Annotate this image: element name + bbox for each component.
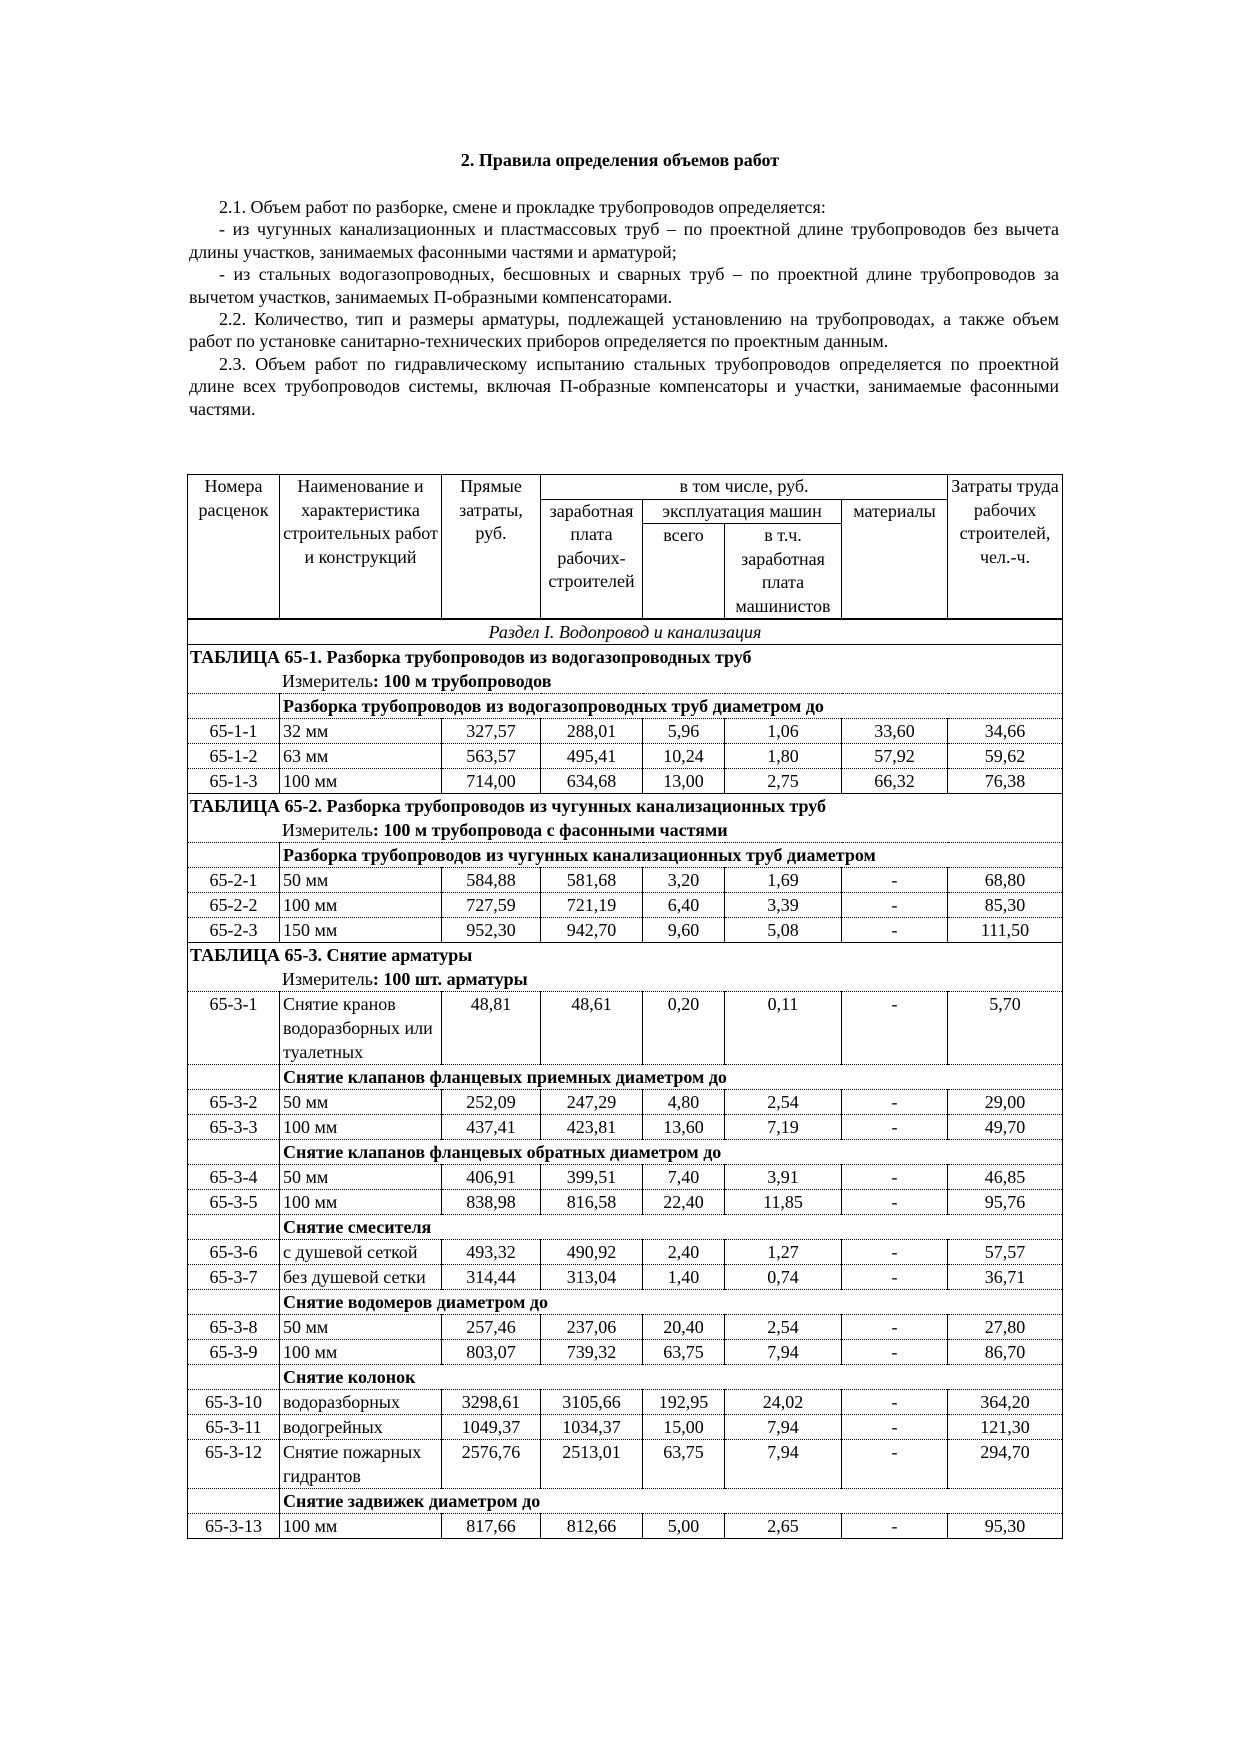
cell-wages: 288,01 (541, 719, 643, 744)
cell-materials: - (842, 1190, 948, 1215)
subhead-spacer (188, 1215, 280, 1240)
cell-machines: 2,40 (643, 1240, 725, 1265)
cell-materials: - (842, 1165, 948, 1190)
cell-name: водогрейных (280, 1415, 442, 1440)
cell-machines-wages: 3,91 (725, 1165, 842, 1190)
cell-machines-wages: 24,02 (725, 1390, 842, 1415)
subhead-row (188, 1290, 1063, 1315)
cell-wages: 816,58 (541, 1190, 643, 1215)
cell-machines: 5,96 (643, 719, 725, 744)
cell-machines-wages: 2,54 (725, 1090, 842, 1115)
cell-direct: 838,98 (442, 1190, 541, 1215)
cell-direct: 3298,61 (442, 1390, 541, 1415)
cell-code: 65-1-2 (188, 744, 280, 769)
cell-machines-wages: 7,94 (725, 1440, 842, 1489)
table-row (188, 719, 1063, 744)
table-row (188, 868, 1063, 893)
cell-wages: 3105,66 (541, 1390, 643, 1415)
table-row (188, 1440, 1063, 1489)
cell-labor: 68,80 (948, 868, 1063, 893)
rates-table (187, 474, 1063, 1539)
table-row (188, 1340, 1063, 1365)
cell-direct: 952,30 (442, 918, 541, 943)
cell-name: 100 мм (280, 893, 442, 918)
cell-machines: 6,40 (643, 893, 725, 918)
cell-wages: 721,19 (541, 893, 643, 918)
table-row (188, 1240, 1063, 1265)
cell-code: 65-3-1 (188, 992, 280, 1065)
subhead: Снятие задвижек диаметром до (280, 1489, 1063, 1514)
cell-direct: 406,91 (442, 1165, 541, 1190)
section-title: Раздел I. Водопровод и канализация (188, 619, 1063, 645)
cell-direct: 803,07 (442, 1340, 541, 1365)
cell-machines-wages: 5,08 (725, 918, 842, 943)
cell-direct: 437,41 (442, 1115, 541, 1140)
cell-machines-wages: 1,06 (725, 719, 842, 744)
cell-materials: - (842, 1340, 948, 1365)
cell-direct: 1049,37 (442, 1415, 541, 1440)
cell-wages: 634,68 (541, 769, 643, 794)
cell-name: 50 мм (280, 1315, 442, 1340)
table-row (188, 1390, 1063, 1415)
cell-wages: 48,61 (541, 992, 643, 1065)
paragraph: 2.1. Объем работ по разборке, смене и прокладке трубопроводов определяется: (219, 197, 826, 217)
cell-machines: 192,95 (643, 1390, 725, 1415)
table-title: ТАБЛИЦА 65-3. Снятие арматуры (188, 943, 1063, 968)
cell-labor: 85,30 (948, 893, 1063, 918)
subhead-row (188, 1065, 1063, 1090)
cell-labor: 46,85 (948, 1165, 1063, 1190)
table-row (188, 769, 1063, 794)
cell-wages: 581,68 (541, 868, 643, 893)
cell-wages: 490,92 (541, 1240, 643, 1265)
table-row (188, 893, 1063, 918)
cell-wages: 942,70 (541, 918, 643, 943)
subhead: Снятие клапанов фланцевых приемных диаметром до (280, 1065, 1063, 1090)
cell-labor: 5,70 (948, 992, 1063, 1065)
cell-name: Снятие кранов водоразборных или туалетных (280, 992, 442, 1065)
cell-direct: 714,00 (442, 769, 541, 794)
cell-machines-wages: 2,65 (725, 1514, 842, 1539)
meter-value: : 100 м трубопроводов (372, 671, 552, 691)
subhead: Снятие смесителя (280, 1215, 1063, 1240)
cell-machines: 5,00 (643, 1514, 725, 1539)
cell-machines: 9,60 (643, 918, 725, 943)
subhead: Снятие клапанов фланцевых обратных диаметром до (280, 1140, 1063, 1165)
cell-labor: 86,70 (948, 1340, 1063, 1365)
cell-materials: - (842, 1240, 948, 1265)
table-row (188, 1265, 1063, 1290)
cell-direct: 48,81 (442, 992, 541, 1065)
cell-labor: 95,30 (948, 1514, 1063, 1539)
subhead: Разборка трубопроводов из чугунных канализационных труб диаметром (280, 843, 1063, 868)
cell-wages: 1034,37 (541, 1415, 643, 1440)
cell-name: Снятие пожарных гидрантов (280, 1440, 442, 1489)
meter-row (188, 669, 1063, 694)
meter (188, 669, 1063, 694)
meter-label: Измеритель (282, 671, 373, 691)
page-heading: 2. Правила определения объемов работ (460, 150, 780, 170)
cell-labor: 59,62 (948, 744, 1063, 769)
meter-label: Измеритель (282, 969, 373, 989)
subhead-row (188, 1489, 1063, 1514)
cell-direct: 817,66 (442, 1514, 541, 1539)
cell-labor: 364,20 (948, 1390, 1063, 1415)
header-labor: Затраты труда рабочих строителей, чел.-ч. (948, 475, 1063, 620)
header-machines: эксплуатация машин (643, 499, 842, 524)
cell-wages: 313,04 (541, 1265, 643, 1290)
header-including: в том числе, руб. (541, 475, 948, 500)
table-title: ТАБЛИЦА 65-2. Разборка трубопроводов из чугунных канализационных труб (188, 794, 1063, 819)
cell-machines: 13,60 (643, 1115, 725, 1140)
cell-labor: 111,50 (948, 918, 1063, 943)
cell-code: 65-3-8 (188, 1315, 280, 1340)
subhead-spacer (188, 843, 280, 868)
cell-machines: 3,20 (643, 868, 725, 893)
cell-machines: 0,20 (643, 992, 725, 1065)
cell-materials: - (842, 992, 948, 1065)
cell-materials: - (842, 1265, 948, 1290)
table-row (188, 1415, 1063, 1440)
cell-code: 65-1-1 (188, 719, 280, 744)
cell-direct: 563,57 (442, 744, 541, 769)
cell-name: 100 мм (280, 769, 442, 794)
cell-name: с душевой сеткой (280, 1240, 442, 1265)
cell-machines-wages: 7,94 (725, 1415, 842, 1440)
subhead: Снятие водомеров диаметром до (280, 1290, 1063, 1315)
cell-wages: 423,81 (541, 1115, 643, 1140)
cell-materials: 57,92 (842, 744, 948, 769)
cell-code: 65-3-13 (188, 1514, 280, 1539)
subhead-row (188, 1140, 1063, 1165)
cell-code: 65-3-3 (188, 1115, 280, 1140)
table-title: ТАБЛИЦА 65-1. Разборка трубопроводов из водогазопроводных труб (188, 645, 1063, 670)
cell-machines-wages: 2,54 (725, 1315, 842, 1340)
cell-machines: 63,75 (643, 1440, 725, 1489)
cell-code: 65-2-1 (188, 868, 280, 893)
cell-code: 65-2-2 (188, 893, 280, 918)
cell-materials: - (842, 1315, 948, 1340)
cell-materials: - (842, 918, 948, 943)
cell-name: 63 мм (280, 744, 442, 769)
cell-labor: 57,57 (948, 1240, 1063, 1265)
cell-labor: 36,71 (948, 1265, 1063, 1290)
subhead-spacer (188, 1365, 280, 1390)
cell-name: без душевой сетки (280, 1265, 442, 1290)
cell-machines: 10,24 (643, 744, 725, 769)
cell-wages: 237,06 (541, 1315, 643, 1340)
meter-row (188, 967, 1063, 992)
header-code: Номера расценок (188, 475, 280, 620)
cell-code: 65-3-11 (188, 1415, 280, 1440)
subhead-row (188, 1215, 1063, 1240)
header-machines-total: всего (643, 524, 725, 620)
cell-code: 65-3-7 (188, 1265, 280, 1290)
cell-direct: 493,32 (442, 1240, 541, 1265)
cell-code: 65-3-10 (188, 1390, 280, 1415)
cell-labor: 27,80 (948, 1315, 1063, 1340)
cell-name: 50 мм (280, 868, 442, 893)
cell-name: 32 мм (280, 719, 442, 744)
cell-name: 50 мм (280, 1090, 442, 1115)
cell-code: 65-3-12 (188, 1440, 280, 1489)
subhead-spacer (188, 1489, 280, 1514)
cell-direct: 727,59 (442, 893, 541, 918)
subhead-spacer (188, 1065, 280, 1090)
cell-machines-wages: 7,94 (725, 1340, 842, 1365)
meter-row (188, 818, 1063, 843)
cell-name: 100 мм (280, 1190, 442, 1215)
cell-name: 100 мм (280, 1340, 442, 1365)
cell-labor: 121,30 (948, 1415, 1063, 1440)
cell-name: водоразборных (280, 1390, 442, 1415)
table-body (188, 619, 1063, 1539)
subhead: Снятие колонок (280, 1365, 1063, 1390)
cell-name: 100 мм (280, 1115, 442, 1140)
cell-name: 100 мм (280, 1514, 442, 1539)
table-row (188, 1514, 1063, 1539)
table-title-row (188, 794, 1063, 819)
cell-machines: 20,40 (643, 1315, 725, 1340)
cell-materials: - (842, 1390, 948, 1415)
cell-code: 65-3-2 (188, 1090, 280, 1115)
paragraph: 2.3. Объем работ по гидравлическому испытанию стальных трубопроводов определяется по проектной длине всех трубопроводов системы, включая П-образные компенсаторы и участки, занимаемые фасонными частями. (189, 353, 1059, 419)
cell-wages: 2513,01 (541, 1440, 643, 1489)
cell-code: 65-3-5 (188, 1190, 280, 1215)
cell-labor: 34,66 (948, 719, 1063, 744)
paragraph: 2.2. Количество, тип и размеры арматуры, подлежащей установлению на трубопроводах, а также объем работ по установке санитарно-технических приборов определяется по проектным данным. (189, 309, 1059, 352)
paragraph: - из чугунных канализационных и пластмассовых труб – по проектной длине трубопроводов без вычета длины участков, занимаемых фасонными частями и арматурой; (189, 219, 1059, 262)
cell-machines-wages: 11,85 (725, 1190, 842, 1215)
cell-machines-wages: 1,69 (725, 868, 842, 893)
cell-direct: 2576,76 (442, 1440, 541, 1489)
table-title-row (188, 645, 1063, 670)
cell-machines-wages: 7,19 (725, 1115, 842, 1140)
cell-labor: 29,00 (948, 1090, 1063, 1115)
cell-materials: - (842, 1090, 948, 1115)
meter (188, 818, 1063, 843)
cell-materials: 66,32 (842, 769, 948, 794)
meter-label: Измеритель (282, 820, 373, 840)
subhead-spacer (188, 1290, 280, 1315)
subhead-row (188, 843, 1063, 868)
cell-materials: - (842, 868, 948, 893)
cell-labor: 49,70 (948, 1115, 1063, 1140)
table-row (188, 992, 1063, 1065)
header-name: Наименование и характеристика строительных работ и конструкций (280, 475, 442, 620)
cell-machines: 22,40 (643, 1190, 725, 1215)
cell-code: 65-1-3 (188, 769, 280, 794)
cell-wages: 247,29 (541, 1090, 643, 1115)
cell-machines: 13,00 (643, 769, 725, 794)
cell-direct: 584,88 (442, 868, 541, 893)
cell-direct: 252,09 (442, 1090, 541, 1115)
cell-machines-wages: 0,11 (725, 992, 842, 1065)
table-row (188, 1090, 1063, 1115)
cell-materials: - (842, 1415, 948, 1440)
cell-labor: 76,38 (948, 769, 1063, 794)
cell-machines-wages: 0,74 (725, 1265, 842, 1290)
cell-machines-wages: 1,80 (725, 744, 842, 769)
cell-machines-wages: 3,39 (725, 893, 842, 918)
cell-code: 65-3-6 (188, 1240, 280, 1265)
cell-direct: 257,46 (442, 1315, 541, 1340)
header-wages: заработная плата рабочих-строителей (541, 499, 643, 619)
cell-code: 65-2-3 (188, 918, 280, 943)
cell-materials: 33,60 (842, 719, 948, 744)
table-row (188, 1165, 1063, 1190)
cell-machines: 7,40 (643, 1165, 725, 1190)
cell-machines: 15,00 (643, 1415, 725, 1440)
table-row (188, 1115, 1063, 1140)
cell-wages: 495,41 (541, 744, 643, 769)
cell-direct: 327,57 (442, 719, 541, 744)
meter-value: : 100 м трубопровода с фасонными частями (372, 820, 728, 840)
header-direct-costs: Прямые затраты, руб. (442, 475, 541, 620)
cell-materials: - (842, 1115, 948, 1140)
cell-materials: - (842, 1514, 948, 1539)
cell-labor: 95,76 (948, 1190, 1063, 1215)
cell-code: 65-3-9 (188, 1340, 280, 1365)
table-header (188, 475, 1063, 620)
subhead-row (188, 694, 1063, 719)
cell-direct: 314,44 (442, 1265, 541, 1290)
cell-materials: - (842, 1440, 948, 1489)
cell-wages: 812,66 (541, 1514, 643, 1539)
cell-name: 50 мм (280, 1165, 442, 1190)
cell-machines: 63,75 (643, 1340, 725, 1365)
paragraph: - из стальных водогазопроводных, бесшовных и сварных труб – по проектной длине трубопроводов за вычетом участков, занимаемых П-образными компенсаторами. (189, 264, 1059, 307)
cell-machines: 4,80 (643, 1090, 725, 1115)
cell-labor: 294,70 (948, 1440, 1063, 1489)
table-row (188, 744, 1063, 769)
rules-text (189, 196, 1059, 420)
cell-wages: 739,32 (541, 1340, 643, 1365)
cell-name: 150 мм (280, 918, 442, 943)
subhead-row (188, 1365, 1063, 1390)
table-row (188, 1315, 1063, 1340)
cell-machines-wages: 2,75 (725, 769, 842, 794)
table-row (188, 918, 1063, 943)
table-row (188, 1190, 1063, 1215)
subhead-spacer (188, 694, 280, 719)
header-machines-wages: в т.ч. заработная плата машинистов (725, 524, 842, 620)
section-row (188, 619, 1063, 645)
meter (188, 967, 1063, 992)
header-materials: материалы (842, 499, 948, 619)
cell-machines-wages: 1,27 (725, 1240, 842, 1265)
cell-code: 65-3-4 (188, 1165, 280, 1190)
cell-machines: 1,40 (643, 1265, 725, 1290)
table-title-row (188, 943, 1063, 968)
cell-wages: 399,51 (541, 1165, 643, 1190)
subhead-spacer (188, 1140, 280, 1165)
meter-value: : 100 шт. арматуры (372, 969, 528, 989)
subhead: Разборка трубопроводов из водогазопроводных труб диаметром до (280, 694, 1063, 719)
cell-materials: - (842, 893, 948, 918)
